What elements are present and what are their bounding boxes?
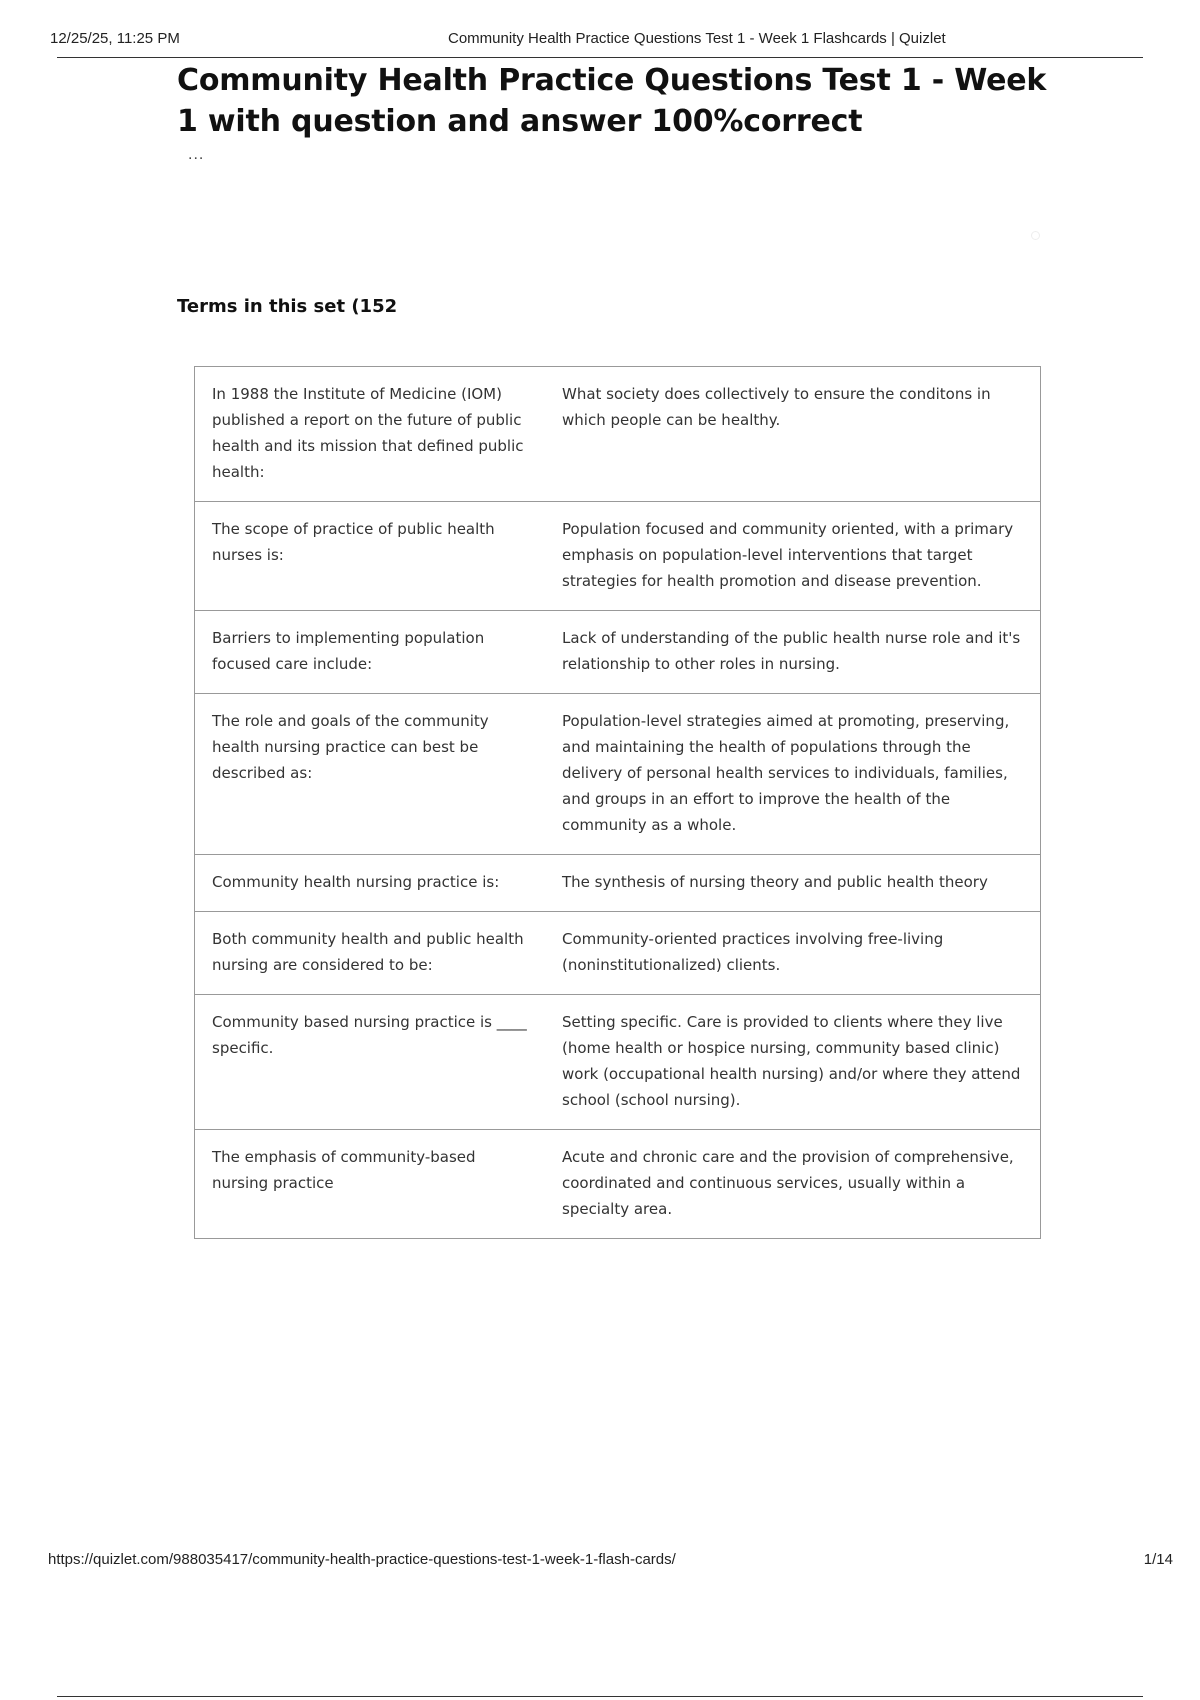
term-row bbox=[195, 1129, 1040, 1238]
print-url: https://quizlet.com/988035417/community-health-practice-questions-test-1-week-1-flash-cards/ bbox=[48, 1551, 676, 1568]
term-text: In 1988 the Institute of Medicine (IOM) published a report on the future of public health and its mission that defined public health: bbox=[212, 385, 524, 481]
definition-text: Acute and chronic care and the provision of comprehensive, coordinated and continuous services, usually within a specialty area. bbox=[562, 1148, 1014, 1218]
definition-text: Community-oriented practices involving free-living (noninstitutionalized) clients. bbox=[562, 930, 944, 974]
term-row bbox=[195, 911, 1040, 994]
term-row bbox=[195, 367, 1040, 501]
definition-text: What society does collectively to ensure the conditons in which people can be healthy. bbox=[562, 385, 991, 429]
term-text: Community health nursing practice is: bbox=[212, 873, 500, 891]
term-row bbox=[195, 994, 1040, 1129]
definition-text: Lack of understanding of the public health nurse role and it's relationship to other roles in nursing. bbox=[562, 629, 1021, 673]
bottom-divider bbox=[57, 1696, 1143, 1697]
term-text: Both community health and public health nursing are considered to be: bbox=[212, 930, 524, 974]
faint-circle-icon bbox=[1031, 231, 1040, 240]
term-text: The scope of practice of public health nurses is: bbox=[212, 520, 495, 564]
definition-text: Population-level strategies aimed at promoting, preserving, and maintaining the health of populations through the delivery of personal health services to individuals, families, and groups in an effort to improve the health of the community as a whole. bbox=[562, 712, 1010, 834]
term-text: Barriers to implementing population focused care include: bbox=[212, 629, 485, 673]
terms-table bbox=[194, 366, 1041, 1239]
print-header bbox=[50, 30, 1150, 52]
more-options-button[interactable]: ... bbox=[188, 146, 205, 163]
definition-text: Population focused and community oriented, with a primary emphasis on population-level interventions that target strategies for health promotion and disease prevention. bbox=[562, 520, 1014, 590]
term-row bbox=[195, 693, 1040, 854]
term-row bbox=[195, 854, 1040, 911]
page-title: Community Health Practice Questions Test 1 - Week 1 with question and answer 100%correct bbox=[177, 63, 1047, 139]
definition-text: Setting specific. Care is provided to clients where they live (home health or hospice nursing, community based clinic) work (occupational health nursing) and/or where they attend school (school nursing). bbox=[562, 1013, 1021, 1109]
term-text: The emphasis of community-based nursing practice bbox=[212, 1148, 476, 1192]
header-divider bbox=[57, 57, 1143, 58]
term-text: The role and goals of the community health nursing practice can best be described as: bbox=[212, 712, 489, 782]
term-row bbox=[195, 501, 1040, 610]
print-datetime: 12/25/25, 11:25 PM bbox=[50, 30, 180, 47]
print-document-title: Community Health Practice Questions Test 1 - Week 1 Flashcards | Quizlet bbox=[448, 30, 946, 47]
term-row bbox=[195, 610, 1040, 693]
terms-heading: Terms in this set (152 bbox=[177, 296, 398, 317]
page-indicator: 1/14 bbox=[1143, 1551, 1173, 1568]
definition-text: The synthesis of nursing theory and public health theory bbox=[562, 873, 988, 891]
term-text: Community based nursing practice is ____ specific. bbox=[212, 1013, 527, 1057]
